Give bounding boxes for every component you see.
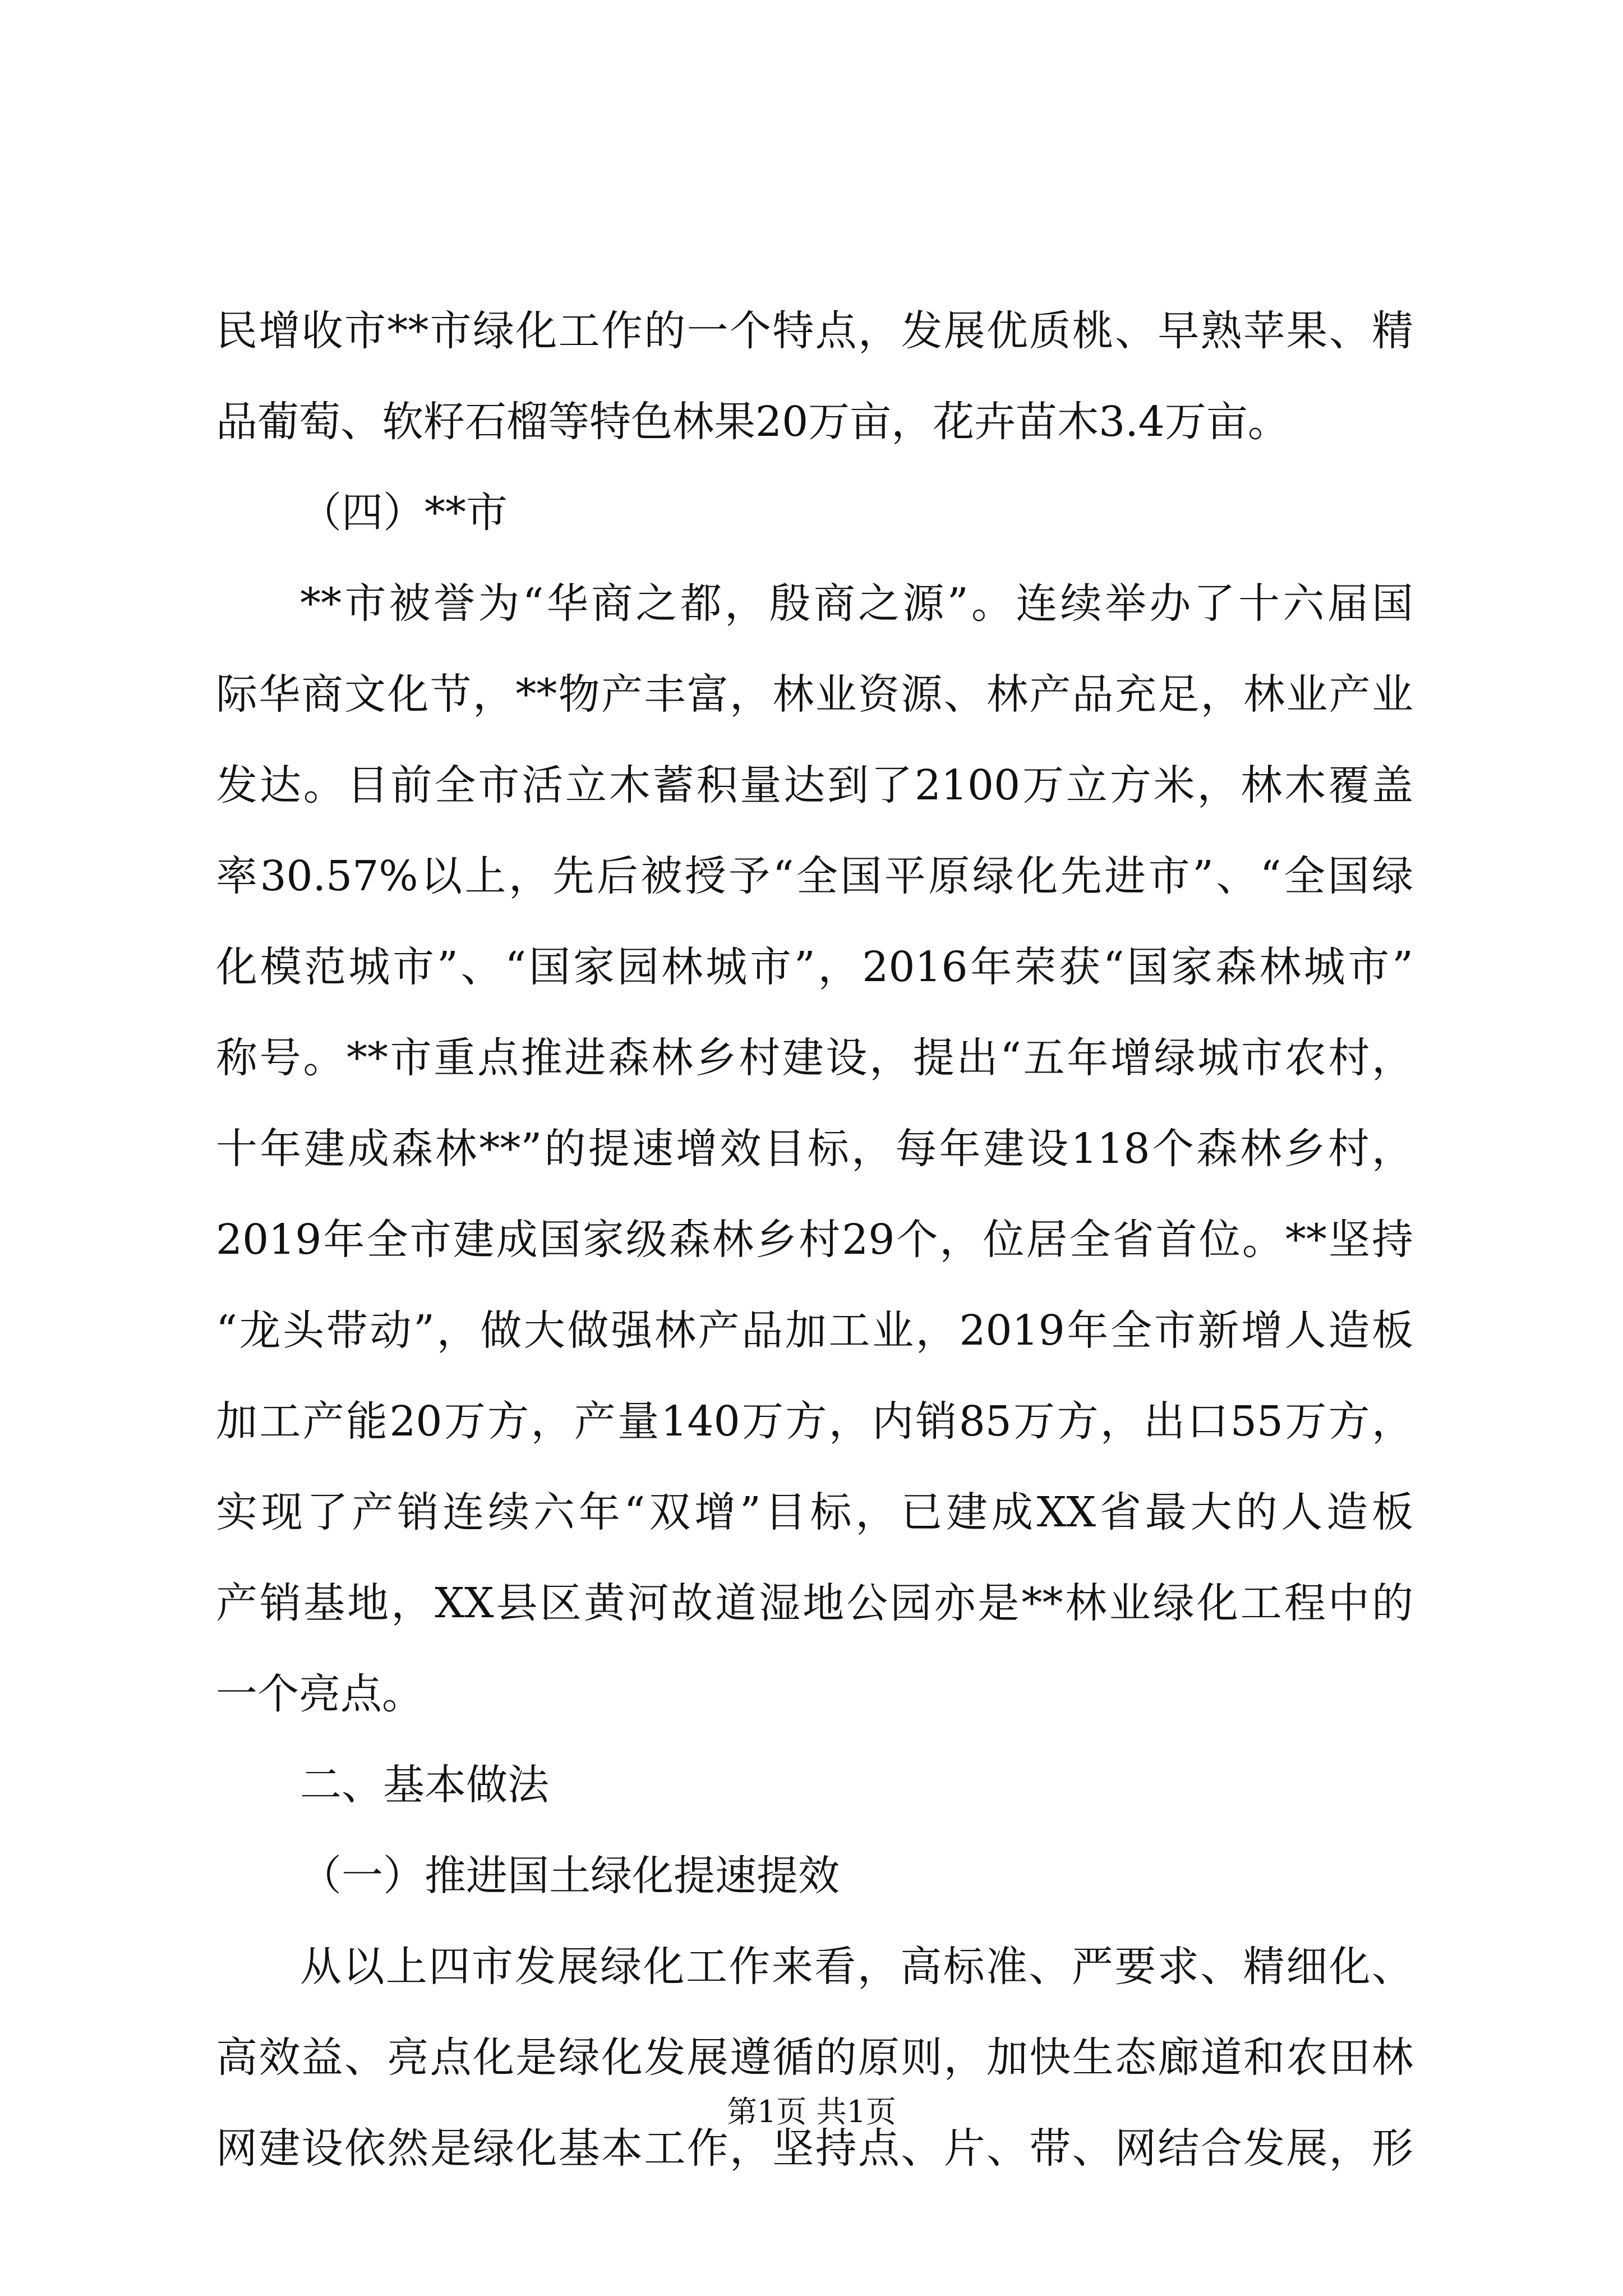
section-heading-basic-practices: 二、基本做法 (300, 1761, 549, 1809)
text-line-8: 化模范城市”、“国家园林城市”，2016年荣获“国家森林城市” (216, 943, 1413, 991)
page-footer: 第1页 共1页 (727, 2094, 896, 2129)
subsection-heading-one: （一）推进国土绿化提速提效 (300, 1852, 840, 1900)
text-line-20: 高效益、亮点化是绿化发展遵循的原则，加快生态廊道和农田林 (216, 2033, 1413, 2082)
text-line-21: 网建设依然是绿化基本工作，坚持点、片、带、网结合发展，形 (216, 2124, 1413, 2173)
text-line-15: 产销基地，XX县区黄河故道湿地公园亦是**林业绿化工程中的 (216, 1579, 1413, 1627)
text-line-14: 实现了产销连续六年“双增”目标，已建成XX省最大的人造板 (216, 1488, 1413, 1536)
text-line-1: 民增收市**市绿化工作的一个特点，发展优质桃、早熟苹果、精 (216, 307, 1413, 355)
text-line-19: 从以上四市发展绿化工作来看，高标准、严要求、精细化、 (300, 1943, 1413, 1991)
text-line-6: 发达。目前全市活立木蓄积量达到了2100万立方米，林木覆盖 (216, 761, 1413, 809)
text-line-11: 2019年全市建成国家级森林乡村29个，位居全省首位。**坚持 (216, 1216, 1413, 1264)
text-line-7: 率30.57%以上，先后被授予“全国平原绿化先进市”、“全国绿 (216, 852, 1413, 900)
text-line-5: 际华商文化节，**物产丰富，林业资源、林产品充足，林业产业 (216, 670, 1413, 719)
text-line-2: 品葡萄、软籽石榴等特色林果20万亩，花卉苗木3.4万亩。 (216, 398, 1289, 446)
text-line-10: 十年建成森林**”的提速增效目标，每年建设118个森林乡村， (216, 1125, 1413, 1173)
text-line-4: **市被誉为“华商之都，殷商之源”。连续举办了十六届国 (300, 579, 1413, 628)
section-heading-four: （四）**市 (300, 489, 508, 537)
text-line-12: “龙头带动”，做大做强林产品加工业，2019年全市新增人造板 (216, 1306, 1413, 1355)
text-line-9: 称号。**市重点推进森林乡村建设，提出“五年增绿城市农村， (216, 1034, 1413, 1082)
text-line-16: 一个亮点。 (216, 1670, 423, 1718)
text-line-13: 加工产能20万方，产量140万方，内销85万方，出口55万方， (216, 1397, 1413, 1446)
